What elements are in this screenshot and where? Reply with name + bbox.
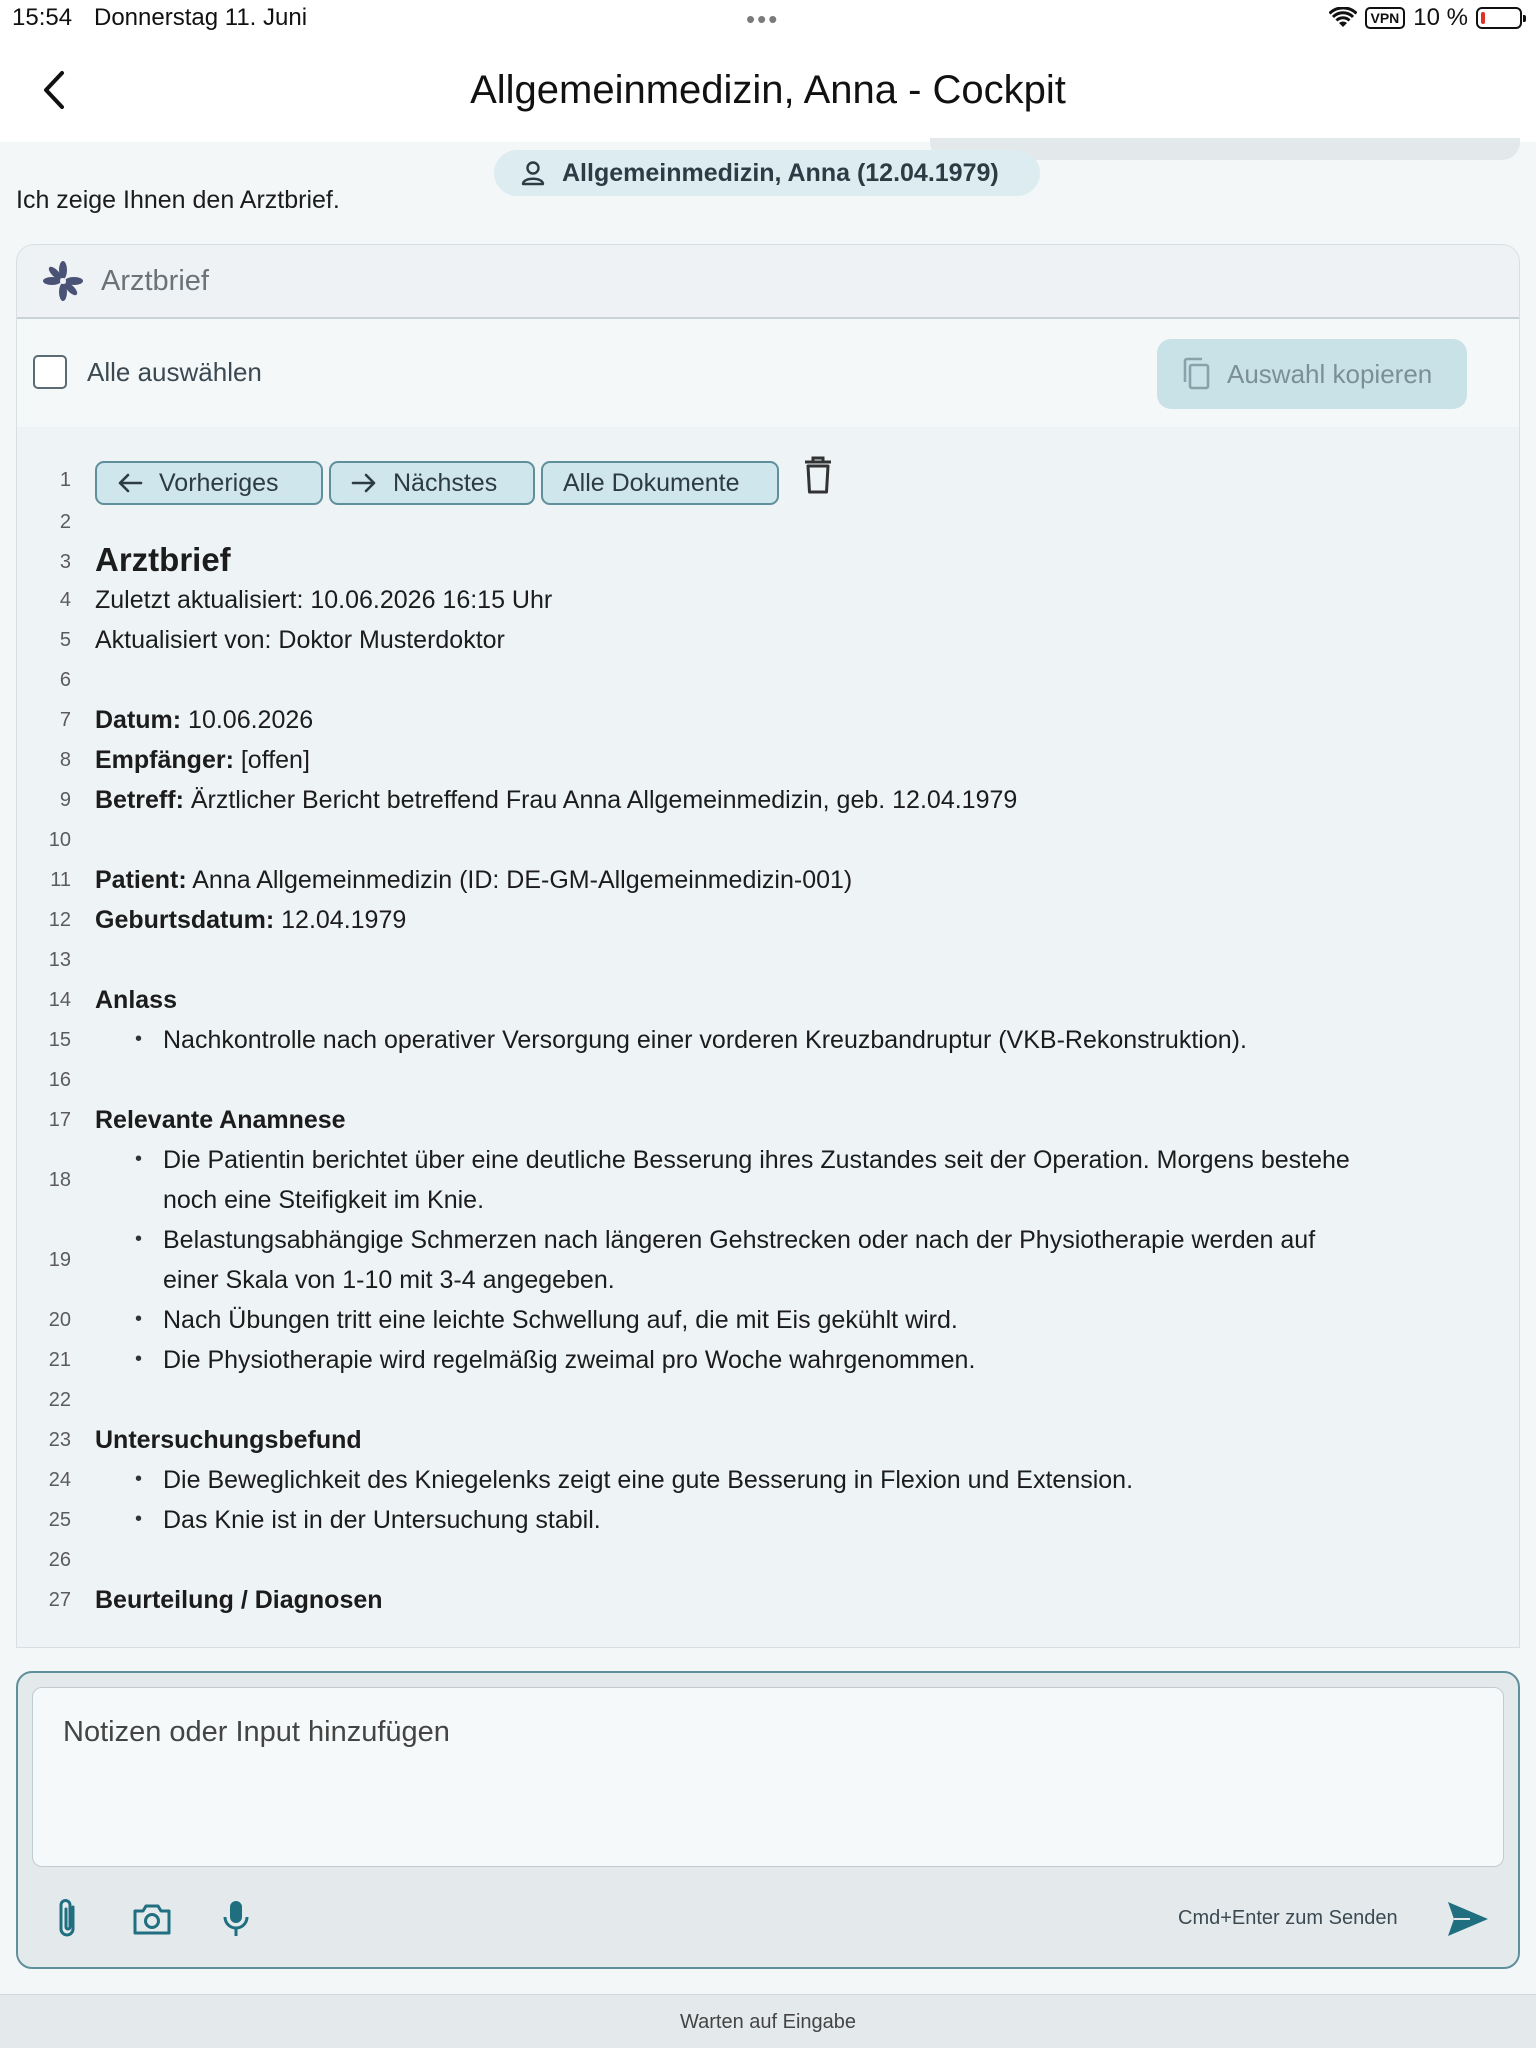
bullet: • xyxy=(135,1348,143,1370)
select-all-label[interactable]: Alle auswählen xyxy=(87,357,262,387)
document-card xyxy=(16,244,1520,1648)
line-number: 17 xyxy=(48,1109,71,1131)
previous-label: Vorheriges xyxy=(159,468,279,497)
anamnese-item-4: Die Physiotherapie wird regelmäßig zweimal pro Woche wahrgenommen. xyxy=(163,1346,976,1374)
updated-text: Zuletzt aktualisiert: 10.06.2026 16:15 Uhr xyxy=(95,586,553,614)
send-icon xyxy=(1446,1900,1490,1938)
geburtsdatum-line xyxy=(95,906,406,935)
anlass-heading: Anlass xyxy=(95,986,177,1014)
anamnese-item-1b: noch eine Steifigkeit im Knie. xyxy=(163,1186,485,1214)
line-number: 10 xyxy=(48,829,71,851)
bullet: • xyxy=(135,1468,143,1490)
anamnese-heading: Relevante Anamnese xyxy=(95,1106,346,1134)
datum-line xyxy=(95,706,313,735)
line-number: 3 xyxy=(59,551,71,573)
patient-chip[interactable] xyxy=(494,150,1040,196)
line-number: 13 xyxy=(48,949,71,971)
paperclip-icon xyxy=(55,1897,81,1941)
delete-document-button[interactable] xyxy=(803,455,833,500)
anamnese-item-2a: Belastungsabhängige Schmerzen nach längeren Gehstrecken oder nach der Physiotherapie werden auf xyxy=(163,1226,1316,1254)
befund-item-1: Die Beweglichkeit des Kniegelenks zeigt eine gute Besserung in Flexion und Extension. xyxy=(163,1466,1134,1494)
line-number: 21 xyxy=(48,1349,71,1371)
microphone-button[interactable] xyxy=(212,1895,260,1943)
line-number: 19 xyxy=(48,1249,71,1271)
battery-percent: 10 % xyxy=(1413,4,1468,31)
line-number: 7 xyxy=(59,709,71,731)
copy-selection-button[interactable] xyxy=(1157,339,1467,409)
assistant-intro-text: Ich zeige Ihnen den Arztbrief. xyxy=(16,186,340,214)
person-icon xyxy=(520,160,546,186)
betreff-label: Betreff: xyxy=(95,786,184,814)
card-header xyxy=(17,245,1519,319)
line-number: 20 xyxy=(48,1309,71,1331)
bullet: • xyxy=(135,1308,143,1330)
line-number: 1 xyxy=(59,469,71,491)
wifi-icon xyxy=(1329,7,1357,29)
input-panel xyxy=(16,1671,1520,1969)
beurteilung-heading: Beurteilung / Diagnosen xyxy=(95,1586,383,1614)
anlass-item: Nachkontrolle nach operativer Versorgung einer vorderen Kreuzbandruptur (VKB-Rekonstruktion). xyxy=(163,1026,1247,1054)
line-number: 27 xyxy=(48,1589,71,1611)
datum-value: 10.06.2026 xyxy=(181,706,314,734)
line-number: 6 xyxy=(59,669,71,691)
patient-label: Patient: xyxy=(95,866,187,894)
line-number: 26 xyxy=(48,1549,71,1571)
multitasking-dots-icon[interactable]: ••• xyxy=(746,4,780,34)
patient-value: Anna Allgemeinmedizin (ID: DE-GM-Allgemeinmedizin-001) xyxy=(186,866,853,894)
betreff-value: Ärztlicher Bericht betreffend Frau Anna Allgemeinmedizin, geb. 12.04.1979 xyxy=(183,786,1018,814)
document-heading: Arztbrief xyxy=(95,541,231,578)
line-number: 4 xyxy=(59,589,71,611)
asterisk-flower-icon xyxy=(43,261,83,301)
empfaenger-line xyxy=(95,746,310,775)
status-right xyxy=(1329,4,1523,32)
line-number: 18 xyxy=(48,1169,71,1191)
patient-line xyxy=(95,866,852,895)
status-bar xyxy=(0,0,1536,38)
send-button[interactable] xyxy=(1442,1893,1494,1945)
previous-document-button[interactable] xyxy=(95,461,323,505)
status-footer: Warten auf Eingabe xyxy=(0,1994,1536,2048)
geburtsdatum-value: 12.04.1979 xyxy=(274,906,407,934)
line-number: 9 xyxy=(59,789,71,811)
bullet: • xyxy=(135,1508,143,1530)
trash-icon xyxy=(803,455,833,495)
battery-icon xyxy=(1476,7,1522,29)
line-number: 11 xyxy=(50,869,71,891)
line-number: 25 xyxy=(48,1509,71,1531)
all-documents-label: Alle Dokumente xyxy=(563,468,740,497)
anamnese-item-3: Nach Übungen tritt eine leichte Schwellung auf, die mit Eis gekühlt wird. xyxy=(163,1306,958,1334)
updated-by-text: Aktualisiert von: Doktor Musterdoktor xyxy=(95,626,505,654)
empfaenger-label: Empfänger: xyxy=(95,746,234,774)
send-hint: Cmd+Enter zum Senden xyxy=(1178,1907,1398,1929)
line-number: 14 xyxy=(48,989,71,1011)
line-number: 15 xyxy=(48,1029,71,1051)
camera-button[interactable] xyxy=(128,1895,176,1943)
bullet: • xyxy=(135,1148,143,1170)
attach-button[interactable] xyxy=(44,1895,92,1943)
bullet: • xyxy=(135,1228,143,1250)
arrow-left-icon xyxy=(117,472,143,494)
all-documents-button[interactable] xyxy=(541,461,779,505)
copy-selection-label: Auswahl kopieren xyxy=(1227,358,1433,389)
patient-chip-label: Allgemeinmedizin, Anna (12.04.1979) xyxy=(562,158,999,187)
select-all-checkbox[interactable] xyxy=(33,355,67,389)
empfaenger-value: [offen] xyxy=(233,746,310,774)
datum-label: Datum: xyxy=(95,706,182,734)
anamnese-item-2b: einer Skala von 1-10 mit 3-4 angegeben. xyxy=(163,1266,615,1294)
line-number: 22 xyxy=(48,1389,71,1411)
line-number: 23 xyxy=(48,1429,71,1451)
page-title: Allgemeinmedizin, Anna - Cockpit xyxy=(470,68,1066,112)
arrow-right-icon xyxy=(351,472,377,494)
next-document-button[interactable] xyxy=(329,461,535,505)
status-time: 15:54 xyxy=(12,4,73,31)
geburtsdatum-label: Geburtsdatum: xyxy=(95,906,275,934)
anamnese-item-1a: Die Patientin berichtet über eine deutliche Besserung ihres Zustandes seit der Operation. Morgens bestehe xyxy=(163,1146,1350,1174)
next-label: Nächstes xyxy=(393,468,498,497)
line-number: 12 xyxy=(48,909,71,931)
line-number: 16 xyxy=(48,1069,71,1091)
vpn-badge: VPN xyxy=(1365,7,1406,29)
notes-input[interactable]: Notizen oder Input hinzufügen xyxy=(32,1687,1504,1867)
copy-icon xyxy=(1181,357,1211,391)
camera-icon xyxy=(132,1902,172,1936)
microphone-icon xyxy=(221,1899,251,1939)
bullet: • xyxy=(135,1028,143,1050)
line-number: 5 xyxy=(59,629,71,651)
app-header xyxy=(0,38,1536,142)
line-number: 24 xyxy=(48,1469,71,1491)
betreff-line xyxy=(95,786,1017,815)
line-number: 2 xyxy=(59,511,71,533)
befund-heading: Untersuchungsbefund xyxy=(95,1426,362,1454)
selection-bar xyxy=(17,319,1519,427)
befund-item-2: Das Knie ist in der Untersuchung stabil. xyxy=(163,1506,601,1534)
line-number: 8 xyxy=(59,749,71,771)
document-body xyxy=(17,429,1520,1648)
status-date: Donnerstag 11. Juni xyxy=(94,4,308,31)
card-title: Arztbrief xyxy=(101,264,209,297)
